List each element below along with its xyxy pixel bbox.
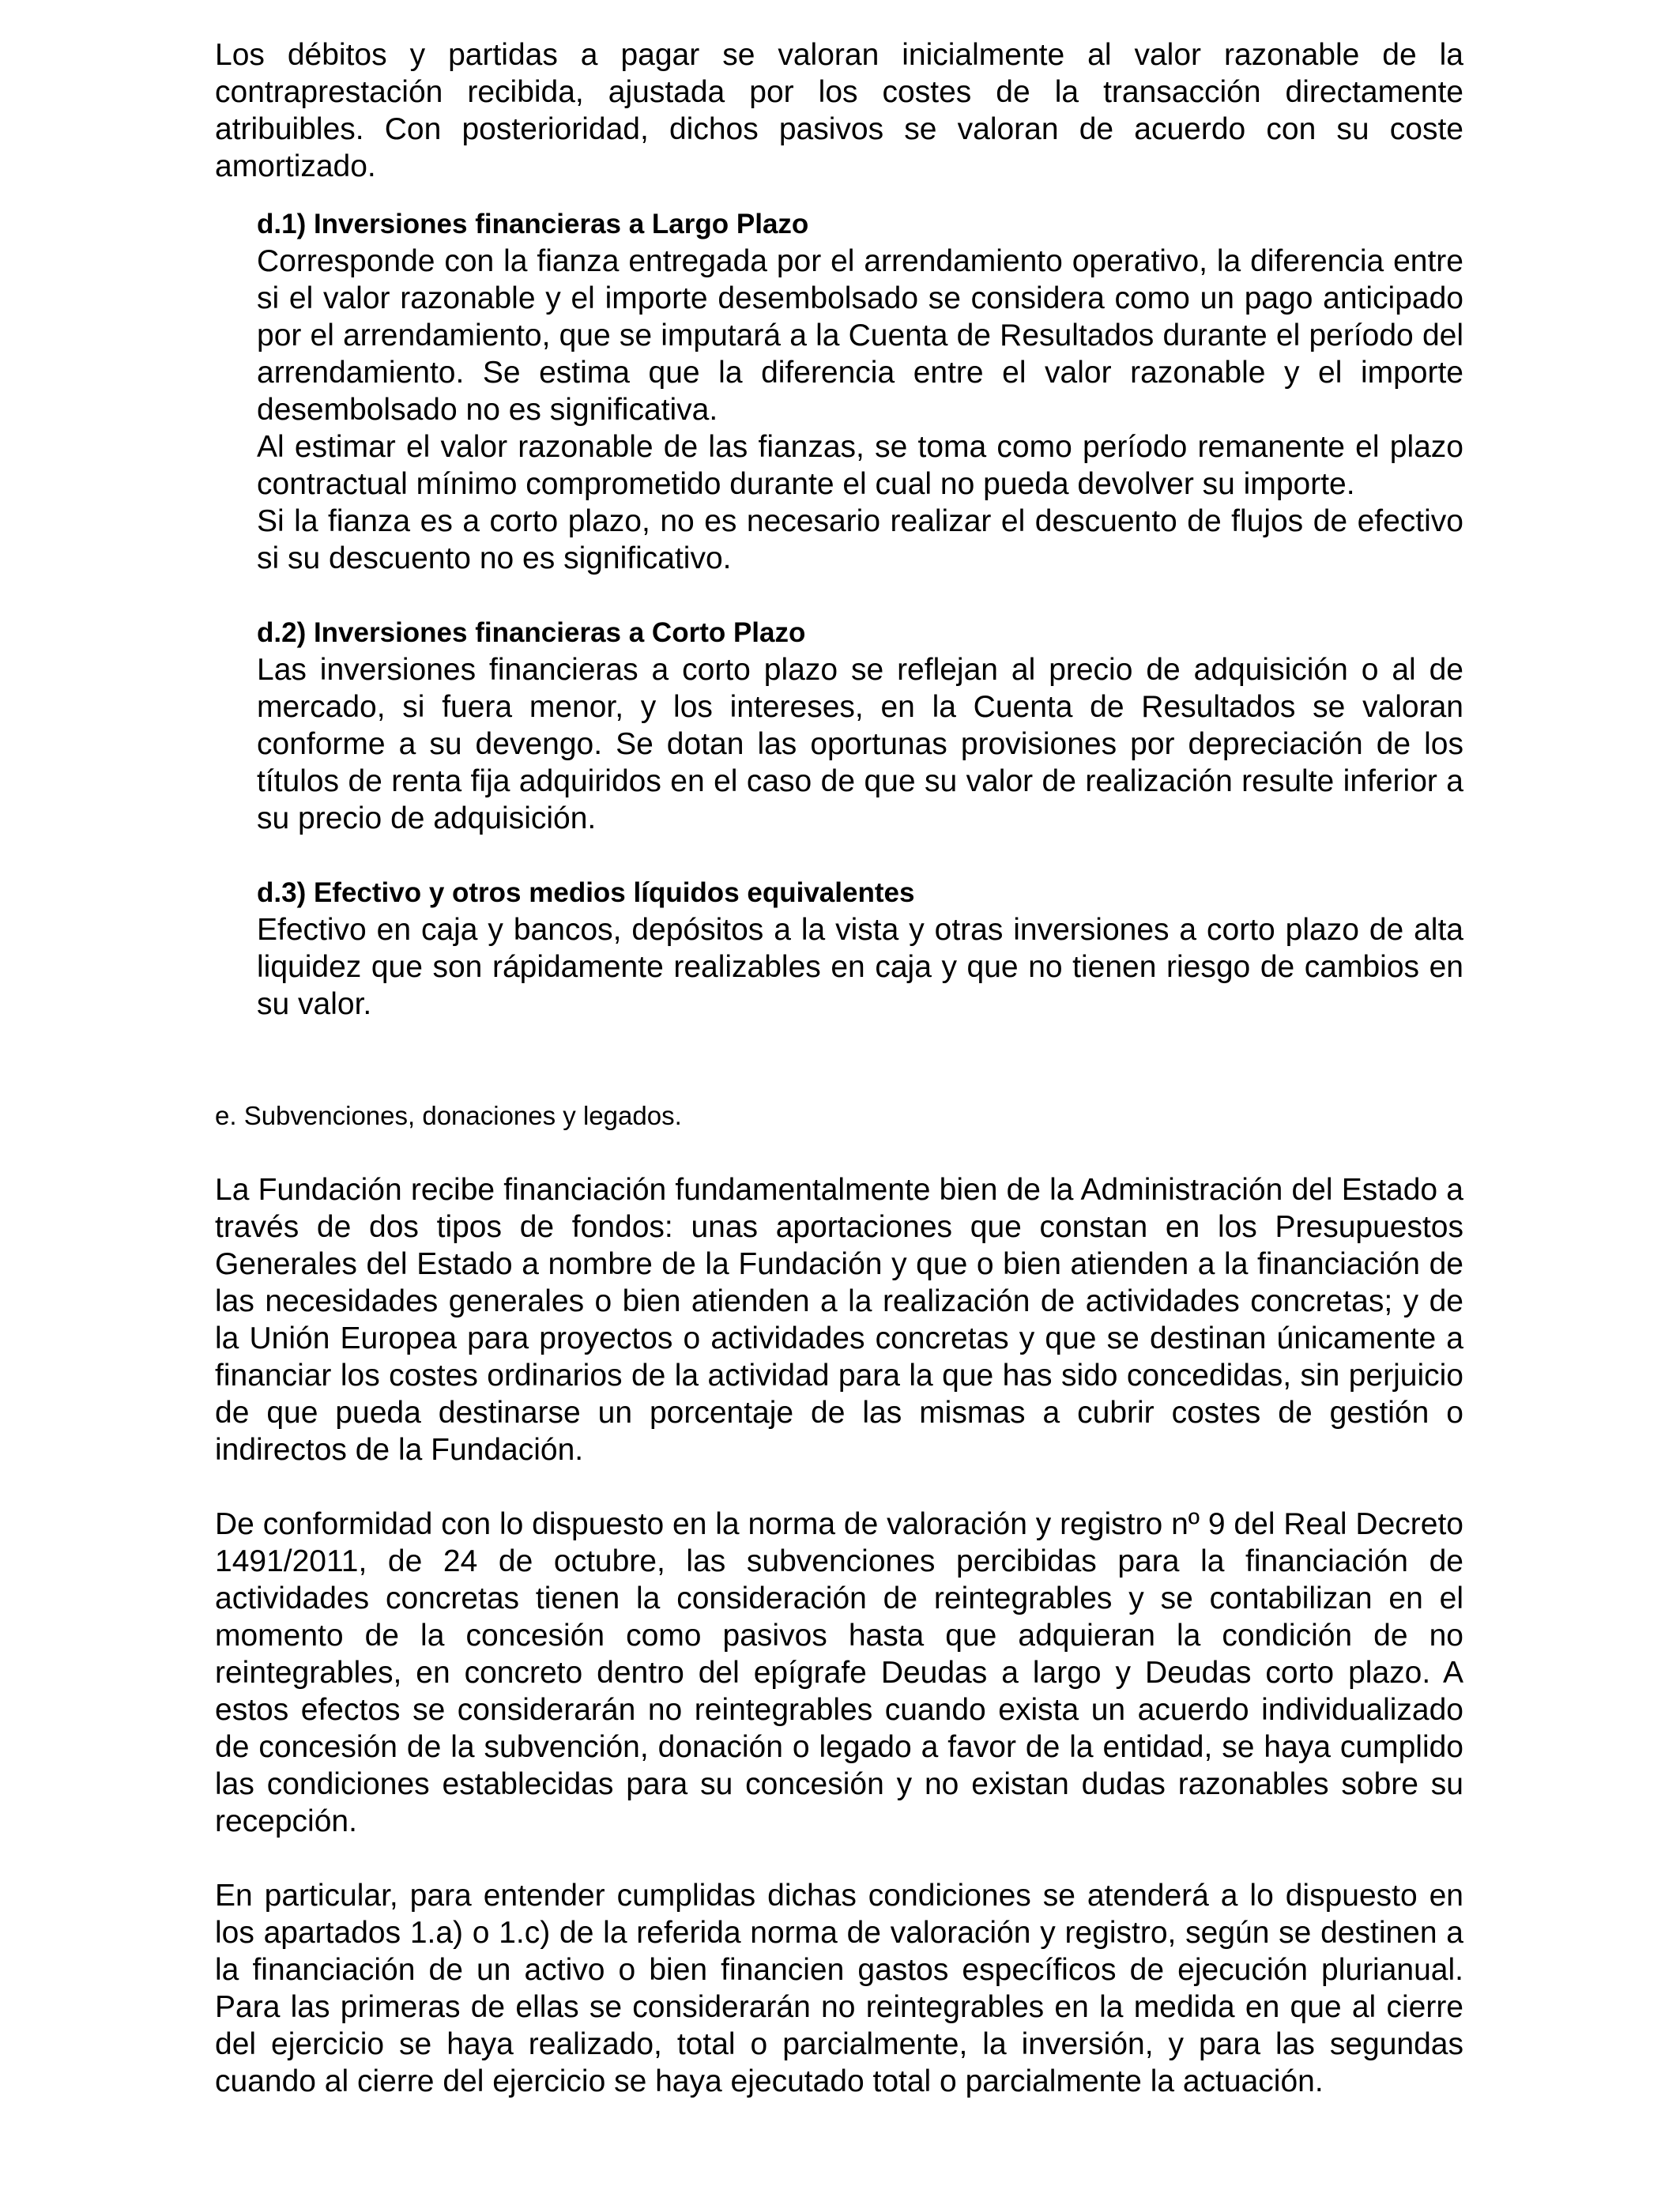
spacer bbox=[215, 1023, 1463, 1097]
d1-paragraph-3: Si la fianza es a corto plazo, no es necesario realizar el descuento de flujos de efectivo si su descuento no es significativo. bbox=[257, 504, 1463, 575]
document-page bbox=[215, 36, 1463, 2100]
d1-title: d.1) Inversiones financieras a Largo Plazo bbox=[257, 209, 809, 239]
d2-title: d.2) Inversiones financieras a Corto Plazo bbox=[257, 617, 806, 648]
d1-paragraph-2: Al estimar el valor razonable de las fianzas, se toma como período remanente el plazo contractual mínimo comprometido durante el cual no pueda devolver su importe. bbox=[257, 430, 1463, 501]
e-paragraph-3: En particular, para entender cumplidas dichas condiciones se atenderá a lo dispuesto en los apartados 1.a) o 1.c) de la referida norma de valoración y registro, según se destinen a la financiación de un activo o bien financien gastos específicos de ejecución plurianual. Para las primeras de ellas se considerarán no reintegrables en la medida en que al cierre del ejercicio se haya realizado, total o parcialmente, la inversión, y para las segundas cuando al cierre del ejercicio se haya ejecutado total o parcialmente la actuación. bbox=[215, 1879, 1463, 2098]
section-d3 bbox=[257, 874, 1463, 1023]
spacer bbox=[215, 1840, 1463, 1877]
section-d1 bbox=[257, 205, 1463, 577]
d1-paragraph-1: Corresponde con la fianza entregada por el arrendamiento operativo, la diferencia entre si el valor razonable y el importe desembolsado se considera como un pago anticipado por el arrendamiento, que se imputará a la Cuenta de Resultados durante el período del arrendamiento. Se estima que la diferencia entre el valor razonable y el importe desembolsado no es significativa. bbox=[257, 244, 1463, 427]
spacer bbox=[215, 1468, 1463, 1506]
section-e-title: e. Subvenciones, donaciones y legados. bbox=[215, 1101, 682, 1130]
e-paragraph-1: La Fundación recibe financiación fundamentalmente bien de la Administración del Estado a través de dos tipos de fondos: unas aportaciones que constan en los Presupuestos Generales del Estado a nombre de la Fundación y que o bien atienden a la financiación de las necesidades generales o bien atienden a la realización de actividades concretas; y de la Unión Europea para proyectos o actividades concretas y que se destinan únicamente a financiar los costes ordinarios de la actividad para la que has sido concedidas, sin perjuicio de que pueda destinarse un porcentaje de las mismas a cubrir costes de gestión o indirectos de la Fundación. bbox=[215, 1173, 1463, 1467]
e-paragraph-2: De conformidad con lo dispuesto en la norma de valoración y registro nº 9 del Real Decreto 1491/2011, de 24 de octubre, las subvenciones percibidas para la financiación de actividades concretas tienen la consideración de reintegrables y se contabilizan en el momento de la concesión como pasivos hasta que adquieran la condición de no reintegrables, en concreto dentro del epígrafe Deudas a largo y Deudas corto plazo. A estos efectos se considerarán no reintegrables cuando exista un acuerdo individualizado de concesión de la subvención, donación o legado a favor de la entidad, se haya cumplido las condiciones establecidas para su concesión y no existan dudas razonables sobre su recepción. bbox=[215, 1507, 1463, 1838]
spacer bbox=[215, 185, 1463, 205]
spacer bbox=[215, 577, 1463, 614]
spacer bbox=[215, 1134, 1463, 1171]
section-d2 bbox=[257, 614, 1463, 837]
d3-title: d.3) Efectivo y otros medios líquidos equivalentes bbox=[257, 877, 915, 908]
d2-paragraph: Las inversiones financieras a corto plazo se reflejan al precio de adquisición o al de mercado, si fuera menor, y los intereses, en la Cuenta de Resultados se valoran conforme a su devengo. Se dotan las oportunas provisiones por depreciación de los títulos de renta fija adquiridos en el caso de que su valor de realización resulte inferior a su precio de adquisición. bbox=[257, 653, 1463, 835]
spacer bbox=[215, 837, 1463, 874]
d3-paragraph: Efectivo en caja y bancos, depósitos a la vista y otras inversiones a corto plazo de alta liquidez que son rápidamente realizables en caja y que no tienen riesgo de cambios en su valor. bbox=[257, 913, 1463, 1021]
intro-paragraph: Los débitos y partidas a pagar se valoran inicialmente al valor razonable de la contraprestación recibida, ajustada por los costes de la transacción directamente atribuibles. Con posterioridad, dichos pasivos se valoran de acuerdo con su coste amortizado. bbox=[215, 38, 1463, 183]
